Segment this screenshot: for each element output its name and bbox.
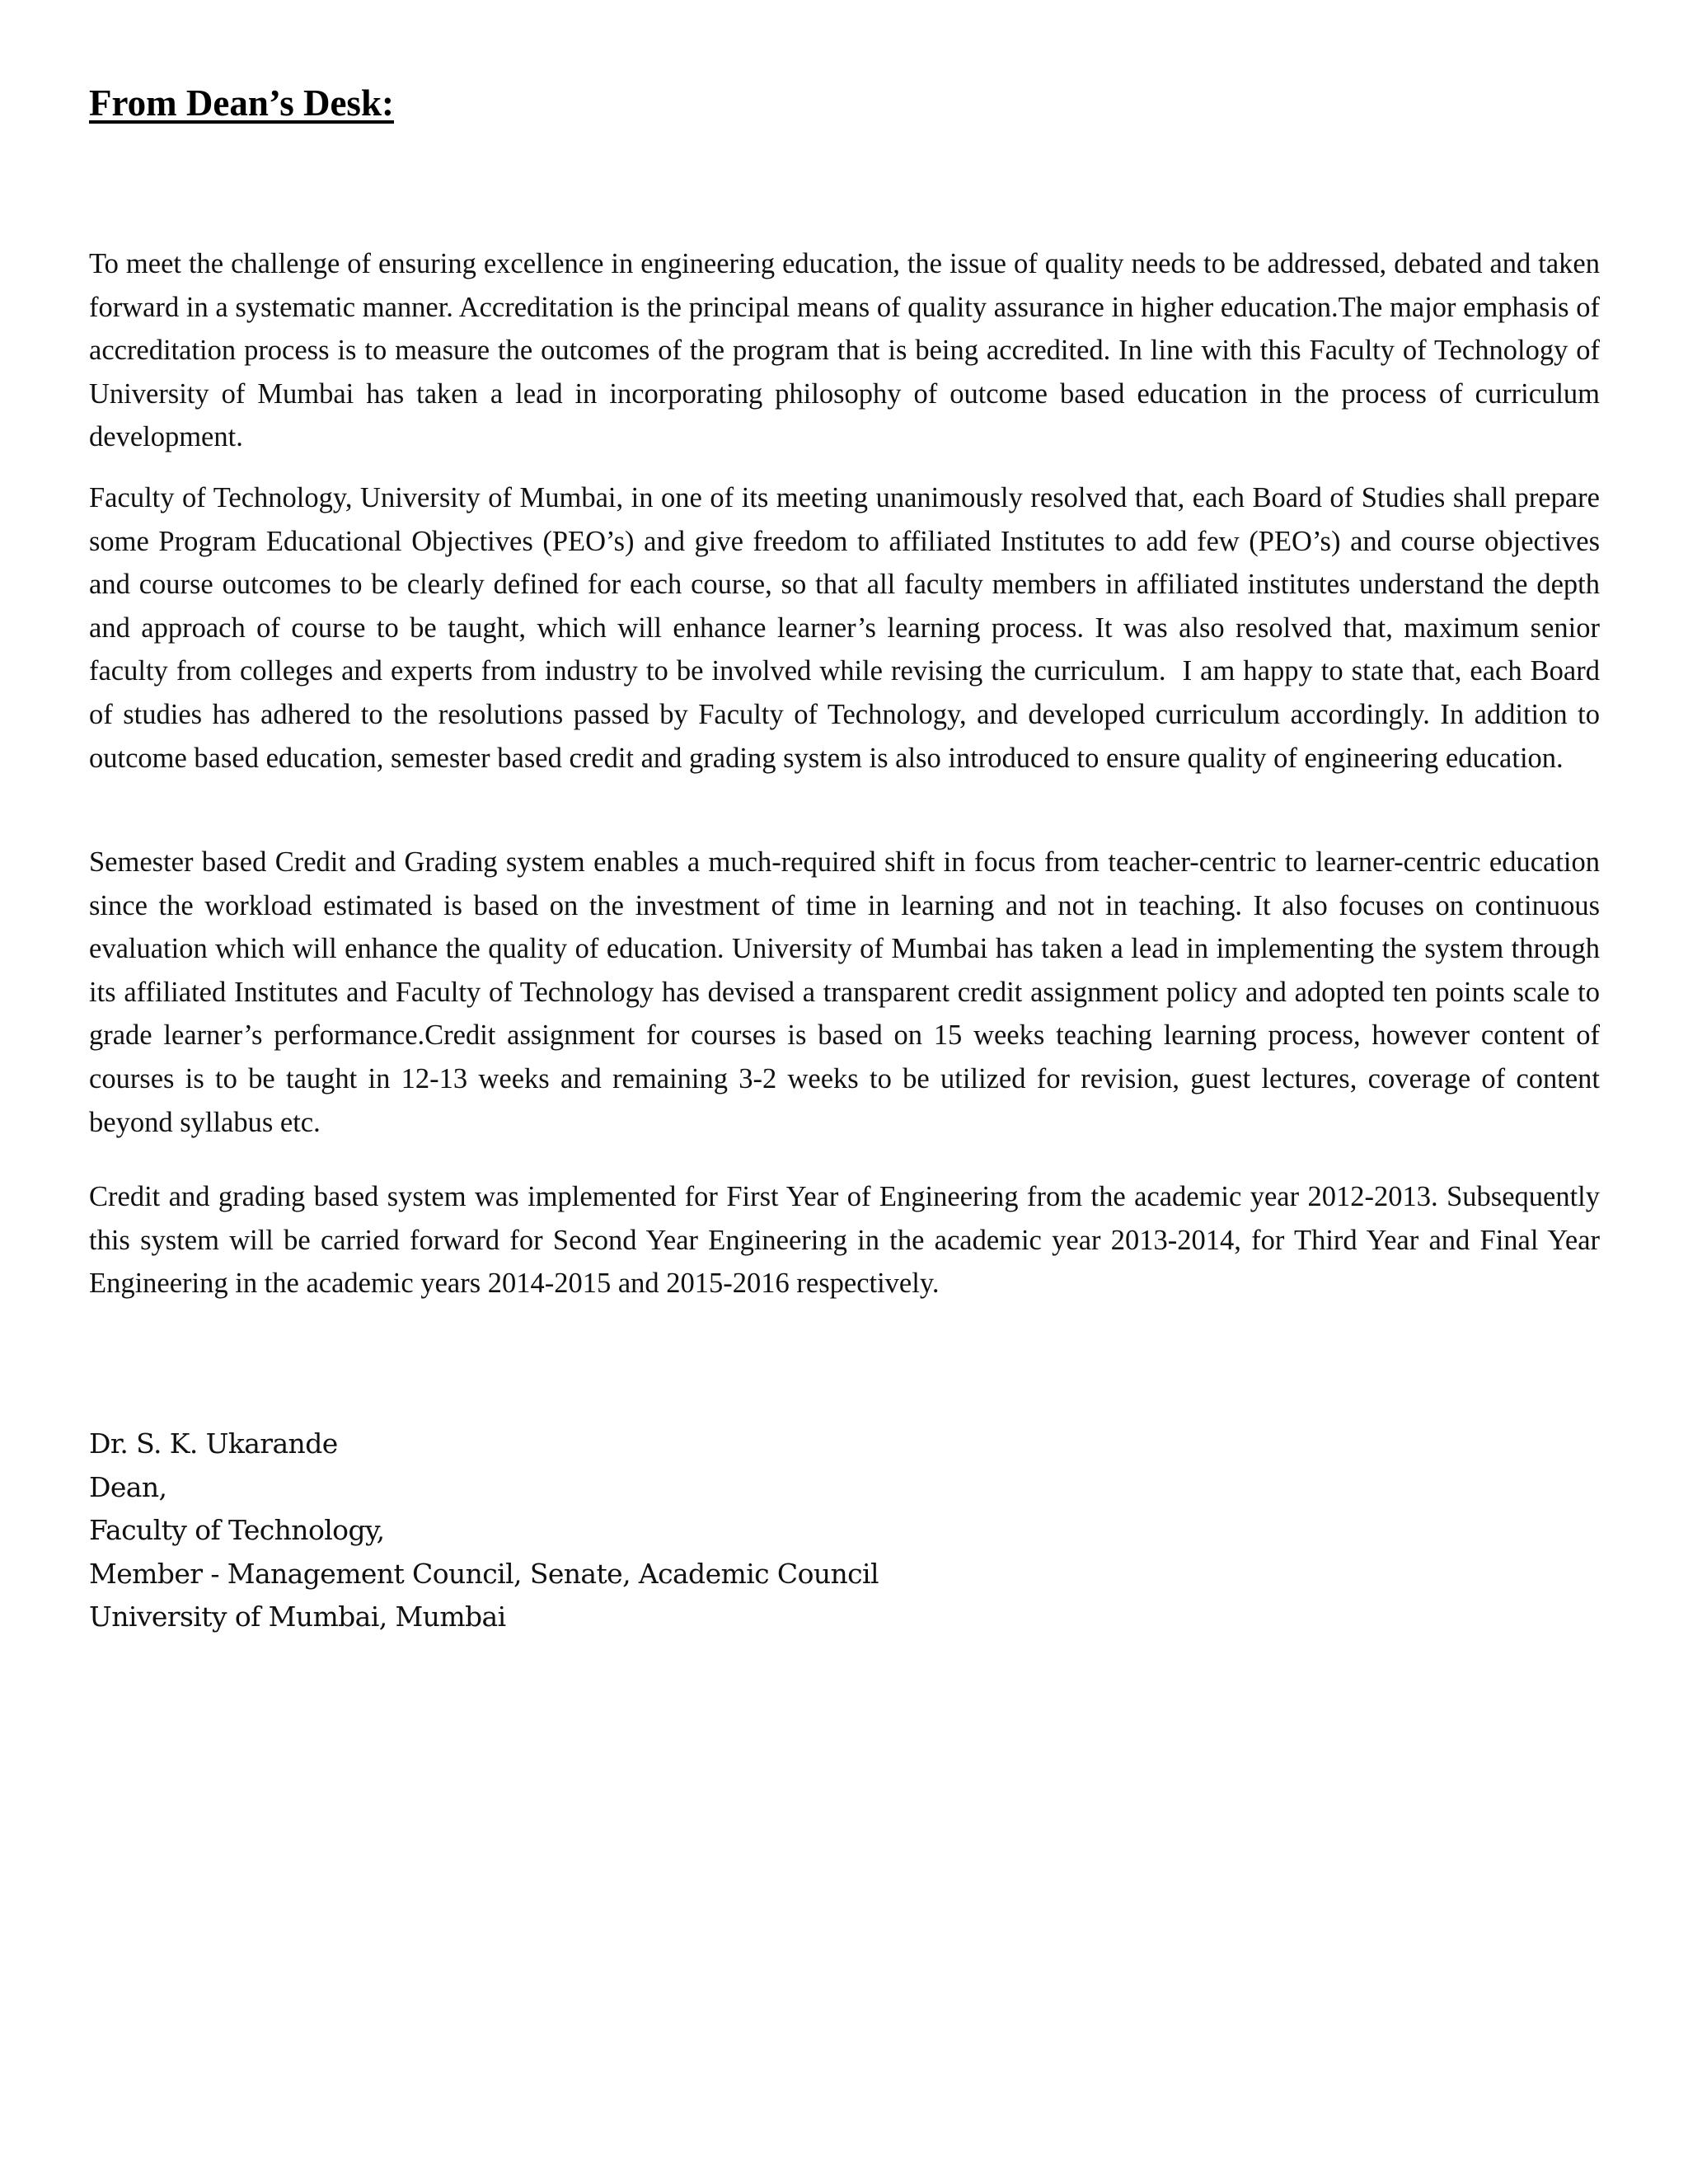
page-title: From Dean’s Desk:	[89, 82, 394, 124]
paragraph-credit-grading: Semester based Credit and Grading system enables a much-required shift in focus from teacher-centric to learner-centric education since the workload estimated is based on the investment of time in learning and not in teaching. It also focuses on continuous evaluation which will enhance the quality of education. University of Mumbai has taken a lead in implementing the system through its affiliated Institutes and Faculty of Technology has devised a transparent credit assignment policy and adopted ten points scale to grade learner’s performance.Credit assignment for courses is based on 15 weeks teaching learning process, however content of courses is to be taught in 12-13 weeks and remaining 3-2 weeks to be utilized for revision, guest lectures, coverage of content beyond syllabus etc.	[89, 846, 1607, 1138]
signatory-membership: Member - Management Council, Senate, Academic Council	[89, 1557, 879, 1590]
signatory-institution: University of Mumbai, Mumbai	[89, 1601, 506, 1633]
signatory-faculty: Faculty of Technology,	[89, 1514, 385, 1546]
paragraph-implementation-timeline: Credit and grading based system was implemented for First Year of Engineering from the academic year 2012-2013. Subsequently this system will be carried forward for Second Year Engineering in the academic year 2013-2014, for Third Year and Final Year Engineering in the academic years 2014-2015 and 2015-2016 respectively.	[89, 1181, 1607, 1300]
paragraph-accreditation: To meet the challenge of ensuring excellence in engineering education, the issue of quality needs to be addressed, debated and taken forward in a systematic manner. Accreditation is the principal means of quality assurance in higher education.The major emphasis of accreditation process is to measure the outcomes of the program that is being accredited. In line with this Faculty of Technology of University of Mumbai has taken a lead in incorporating philosophy of outcome based education in the process of curriculum development.	[89, 248, 1607, 453]
paragraph-faculty-resolution: Faculty of Technology, University of Mumbai, in one of its meeting unanimously resolved that, each Board of Studies shall prepare some Program Educational Objectives (PEO’s) and give freedom to affiliated Institutes to add few (PEO’s) and course objectives and course outcomes to be clearly defined for each course, so that all faculty members in affiliated institutes understand the depth and approach of course to be taught, which will enhance learner’s learning process. It was also resolved that, maximum senior faculty from colleges and experts from industry to be involved while revising the curriculum. I am happy to state that, each Board of studies has adhered to the resolutions passed by Faculty of Technology, and developed curriculum accordingly. In addition to outcome based education, semester based credit and grading system is also introduced to ensure quality of engineering education.	[89, 482, 1607, 774]
signatory-designation: Dean,	[89, 1470, 167, 1503]
signature-block	[89, 1422, 879, 1639]
signatory-name: Dr. S. K. Ukarande	[89, 1427, 338, 1460]
